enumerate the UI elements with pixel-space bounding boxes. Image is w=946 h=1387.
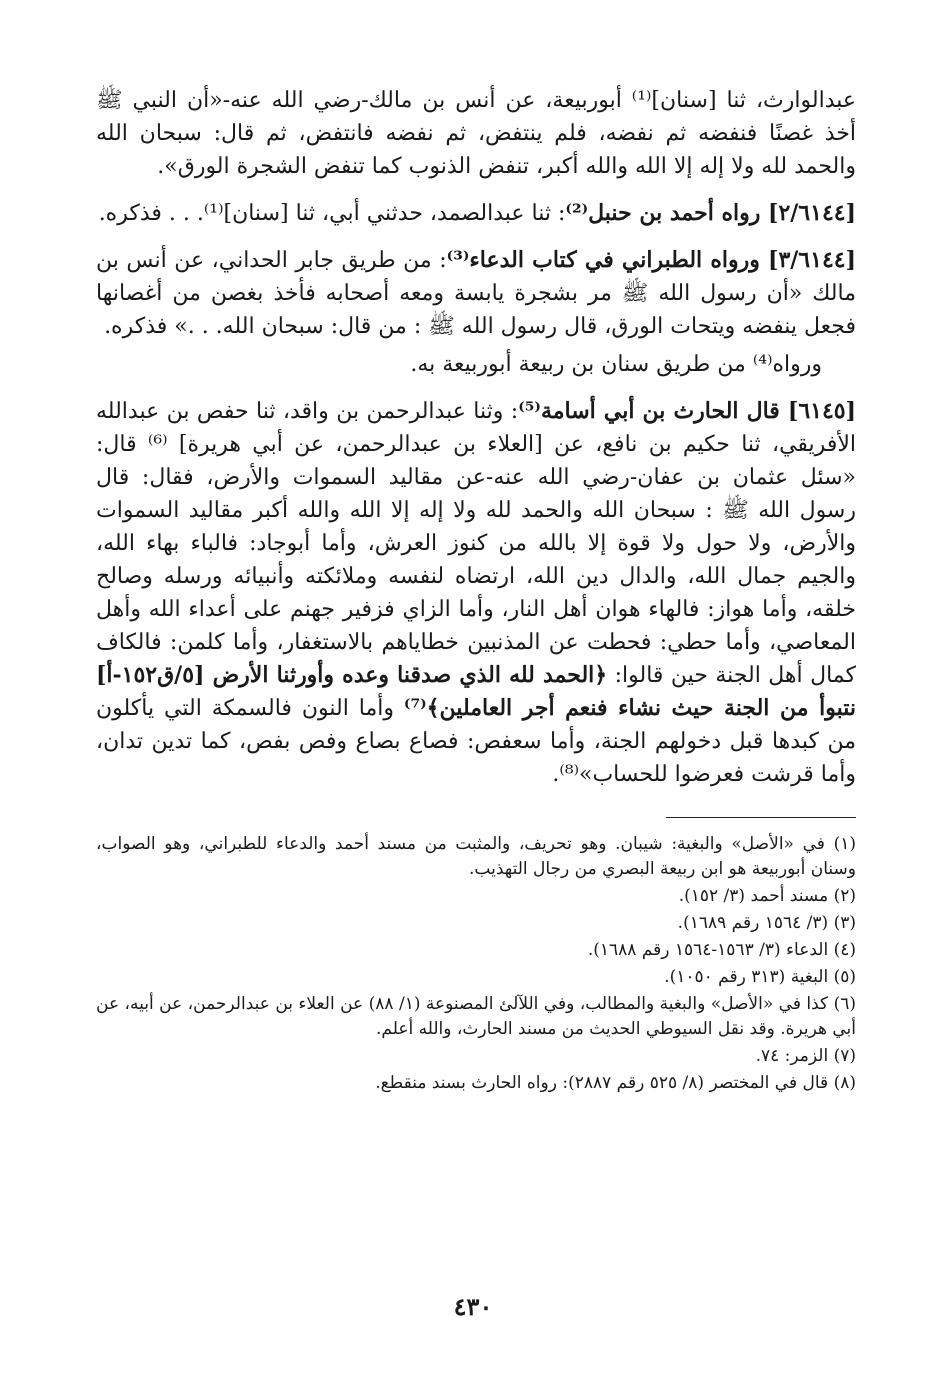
footnote-text: البغية (٣١٣ رقم ١٠٥٠). — [664, 967, 829, 987]
quran-quote: ﴿الحمد لله الذي صدقنا وعده وأورثنا الأرض [٥/ق١٥٢-أ] نتبوأ من الجنة حيث نشاء فنعم أجر العاملين﴾⁽⁷⁾ — [96, 662, 856, 721]
footnote-text: مسند أحمد (٣/ ١٥٢). — [678, 886, 829, 906]
footnote-mark: (٧) — [833, 1046, 856, 1066]
footnote-2 — [96, 884, 856, 909]
footnote-1 — [96, 832, 856, 882]
footnote-4 — [96, 938, 856, 963]
footnote-8 — [96, 1071, 856, 1096]
page-body — [96, 84, 856, 1098]
reference-label: [٣/٦١٤٤] ورواه الطبراني في كتاب الدعاء⁽³⁾ — [446, 247, 856, 273]
footnote-mark: (٦) — [833, 994, 856, 1014]
footnote-mark: (٤) — [833, 940, 856, 960]
paragraph-text: : وثنا عبدالرحمن بن واقد، ثنا حفص بن عبدالله الأفريقي، ثنا حكيم بن نافع، عن [العلاء بن عبدالرحمن، عن أبي هريرة] ⁽⁶⁾ قال: «سئل عثمان بن عفان-رضي الله عنه-عن مقاليد السموات والأرض، فقال: قال رسول الله ﷺ : سبحان الله والحمد لله ولا إله إلا الله والله أكبر مقاليد السموات والأرض، ولا حول ولا قوة إلا بالله من كنوز العرش، وأما أبوجاد: فالباء بهاء الله، والجيم جمال الله، والدال دين الله، ارتضاه لنفسه وملائكته وأنبيائه ورسله وصالح خلقه، وأما هواز: فالهاء هوان أهل النار، وأما الزاي فزفير جهنم على أعداء الله وأهل المعاصي، وأما حطي: فحطت عن المذنبين خطاياهم بالاستغفار، وأما كلمن: فالكاف كمال أهل الجنة حين قالوا: — [96, 399, 856, 688]
footnote-text: كذا في «الأصل» والبغية والمطالب، وفي اللآلئ المصنوعة (١/ ٨٨) عن العلاء بن عبدالرحمن، عن أبيه، عن أبي هريرة. وقد نقل السيوطي الحديث من مسند الحارث، والله أعلم. — [96, 994, 856, 1039]
paragraph-text: : من طريق جابر الحداني، عن أنس بن مالك «أن رسول الله ﷺ مر بشجرة يابسة ومعه أصحابه فأخذ بغصن من أغصانها فجعل ينفضه ويتحات الورق، قال رسول الله ﷺ : من قال: سبحان الله. . .» فذكره. — [96, 248, 856, 339]
footnote-mark: (٨) — [833, 1073, 856, 1093]
paragraph-tail: وأما النون فالسمكة التي يأكلون من كبدها قبل دخولهم الجنة، وأما سعفص: فصاع بصاع وفص بفص، كما تدين تدان، وأما قرشت فعرضوا للحساب»⁽⁸⁾. — [96, 696, 856, 787]
footnote-7 — [96, 1044, 856, 1069]
footnote-text: الدعاء (٣/ ١٥٦٣-١٥٦٤ رقم ١٦٨٨). — [587, 940, 829, 960]
footnote-text: (٣/ ١٥٦٤ رقم ١٦٨٩). — [677, 913, 829, 933]
footnote-6 — [96, 992, 856, 1042]
paragraph-text: : ثنا عبدالصمد، حدثني أبي، ثنا [سنان]⁽¹⁾. . . فذكره. — [98, 201, 566, 226]
footnote-text: قال في المختصر (٨/ ٥٢٥ رقم ٢٨٨٧): رواه الحارث بسند منقطع. — [375, 1073, 829, 1093]
paragraph-continuation: عبدالوارث، ثنا [سنان]⁽¹⁾ أبوربيعة، عن أنس بن مالك-رضي الله عنه-«أن النبي ﷺ أخذ غصنًا فنفضه ثم نفضه، فلم ينتفض، ثم نفضه فانتفض، ثم قال: سبحان الله والحمد لله ولا إله إلا الله والله أكبر، تنفض الذنوب كما تنفض الشجرة الورق». — [96, 88, 857, 179]
reference-label: [٦١٤٥] قال الحارث بن أبي أسامة⁽⁵⁾ — [518, 398, 856, 424]
footnote-mark: (٥) — [833, 967, 856, 987]
page-number: ٤٣٠ — [453, 1292, 493, 1321]
paragraph-6144-3 — [96, 244, 856, 343]
footnote-5 — [96, 965, 856, 990]
footnote-mark: (٢) — [833, 886, 856, 906]
paragraph-6145 — [96, 395, 856, 791]
footnote-text: في «الأصل» والبغية: شيبان. وهو تحريف، والمثبت من مسند أحمد والدعاء للطبراني، وهو الصواب، وسنان أبوربيعة هو ابن ربيعة البصري من رجال التهذيب. — [96, 834, 856, 879]
footnote-text: الزمر: ٧٤. — [755, 1046, 829, 1066]
main-text — [96, 84, 856, 791]
footnotes — [96, 832, 856, 1096]
paragraph-riwayah: ورواه⁽⁴⁾ من طريق سنان بن ربيعة أبوربيعة به. — [410, 352, 822, 377]
paragraph-6144-2 — [96, 197, 856, 230]
footnote-mark: (١) — [833, 834, 856, 854]
footnote-divider — [666, 817, 856, 818]
reference-label: [٢/٦١٤٤] رواه أحمد بن حنبل⁽²⁾ — [565, 200, 856, 226]
footnote-3 — [96, 911, 856, 936]
footnote-mark: (٣) — [833, 913, 856, 933]
